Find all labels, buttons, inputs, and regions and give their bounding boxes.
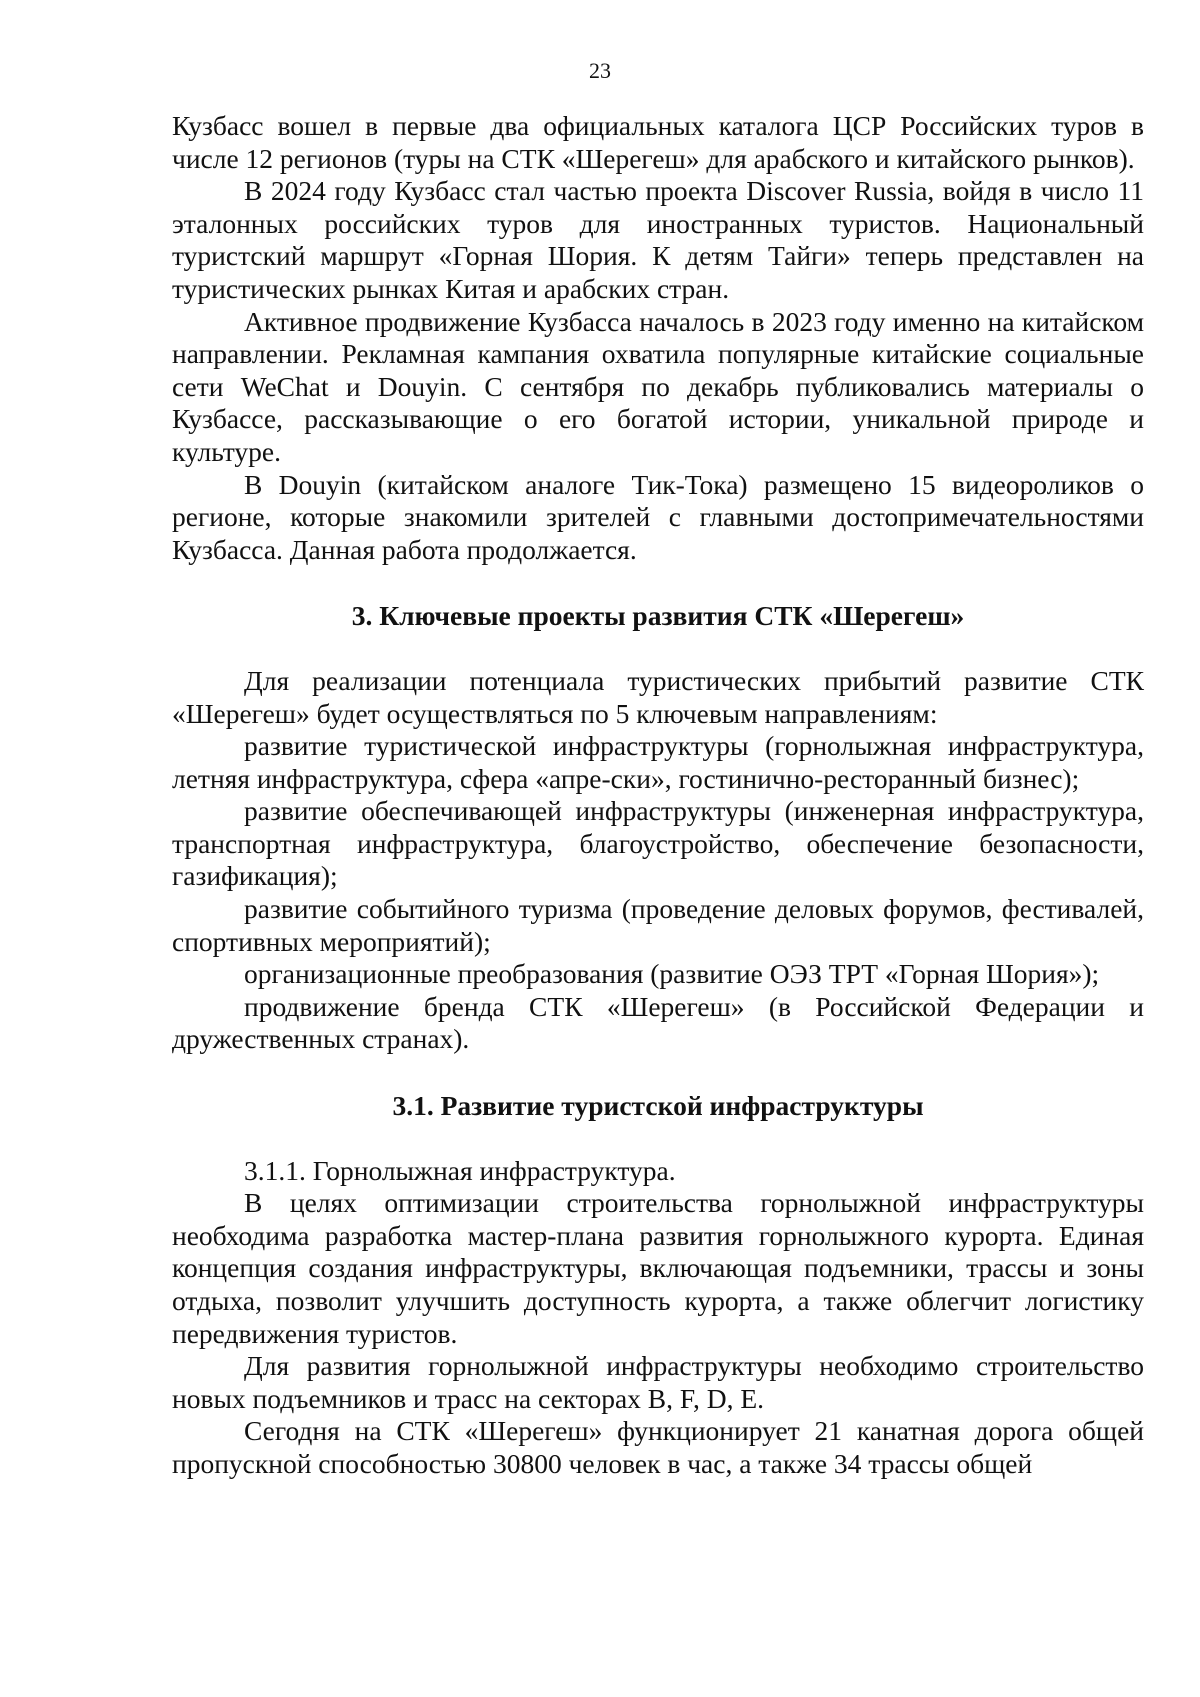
paragraph: Активное продвижение Кузбасса началось в 2023 году именно на китайском направлении. Рекламная кампания охватила популярные китайские социальные сети WeChat и Douyin. С сентября по декабрь публиковались материалы о Кузбассе, рассказывающие о его богатой истории, уникальной природе и культуре.	[172, 305, 1144, 467]
document-body	[172, 110, 1144, 1481]
list-item: развитие обеспечивающей инфраструктуры (инженерная инфраструктура, транспортная инфраструктура, благоустройство, обеспечение безопасности, газификация);	[172, 795, 1144, 892]
list-item: развитие туристической инфраструктуры (горнолыжная инфраструктура, летняя инфраструктура, сфера «апре-ски», гостинично-ресторанный бизнес);	[172, 730, 1144, 794]
list-item: организационные преобразования (развитие ОЭЗ ТРТ «Горная Шория»);	[244, 958, 1100, 990]
paragraph: Для реализации потенциала туристических прибытий развитие СТК «Шерегеш» будет осуществляться по 5 ключевым направлениям:	[172, 664, 1144, 729]
section-heading: 3. Ключевые проекты развития СТК «Шерегеш»	[351, 600, 965, 632]
spacer	[172, 1056, 1144, 1090]
spacer	[172, 633, 1144, 665]
paragraph: Для развития горнолыжной инфраструктуры необходимо строительство новых подъемников и трасс на секторах B, F, D, E.	[172, 1350, 1144, 1414]
list-item: продвижение бренда СТК «Шерегеш» (в Российской Федерации и дружественных странах).	[172, 990, 1144, 1055]
paragraph: Сегодня на СТК «Шерегеш» функционирует 21 канатная дорога общей пропускной способностью 30800 человек в час, а также 34 трассы общей	[172, 1415, 1144, 1479]
paragraph: В целях оптимизации строительства горнолыжной инфраструктуры необходима разработка мастер-плана развития горнолыжного курорта. Единая концепция создания инфраструктуры, включающая подъемники, трассы и зоны отдыха, позволит улучшить доступность курорта, а также облегчит логистику передвижения туристов.	[172, 1187, 1144, 1349]
page-number: 23	[589, 58, 611, 83]
spacer	[172, 1123, 1144, 1155]
paragraph: 3.1.1. Горнолыжная инфраструктура.	[244, 1154, 676, 1186]
list-item: развитие событийного туризма (проведение деловых форумов, фестивалей, спортивных мероприятий);	[172, 893, 1144, 957]
spacer	[172, 566, 1144, 600]
paragraph: Кузбасс вошел в первые два официальных каталога ЦСР Российских туров в числе 12 регионов (туры на СТК «Шерегеш» для арабского и китайского рынков).	[172, 110, 1144, 174]
subsection-heading: 3.1. Развитие туристской инфраструктуры	[392, 1090, 924, 1122]
paragraph: В 2024 году Кузбасс стал частью проекта Discover Russia, войдя в число 11 эталонных российских туров для иностранных туристов. Национальный туристский маршрут «Горная Шория. К детям Тайги» теперь представлен на туристических рынках Китая и арабских стран.	[172, 175, 1144, 304]
paragraph: В Douyin (китайском аналоге Тик-Тока) размещено 15 видеороликов о регионе, которые знакомили зрителей с главными достопримечательностями Кузбасса. Данная работа продолжается.	[172, 468, 1144, 565]
